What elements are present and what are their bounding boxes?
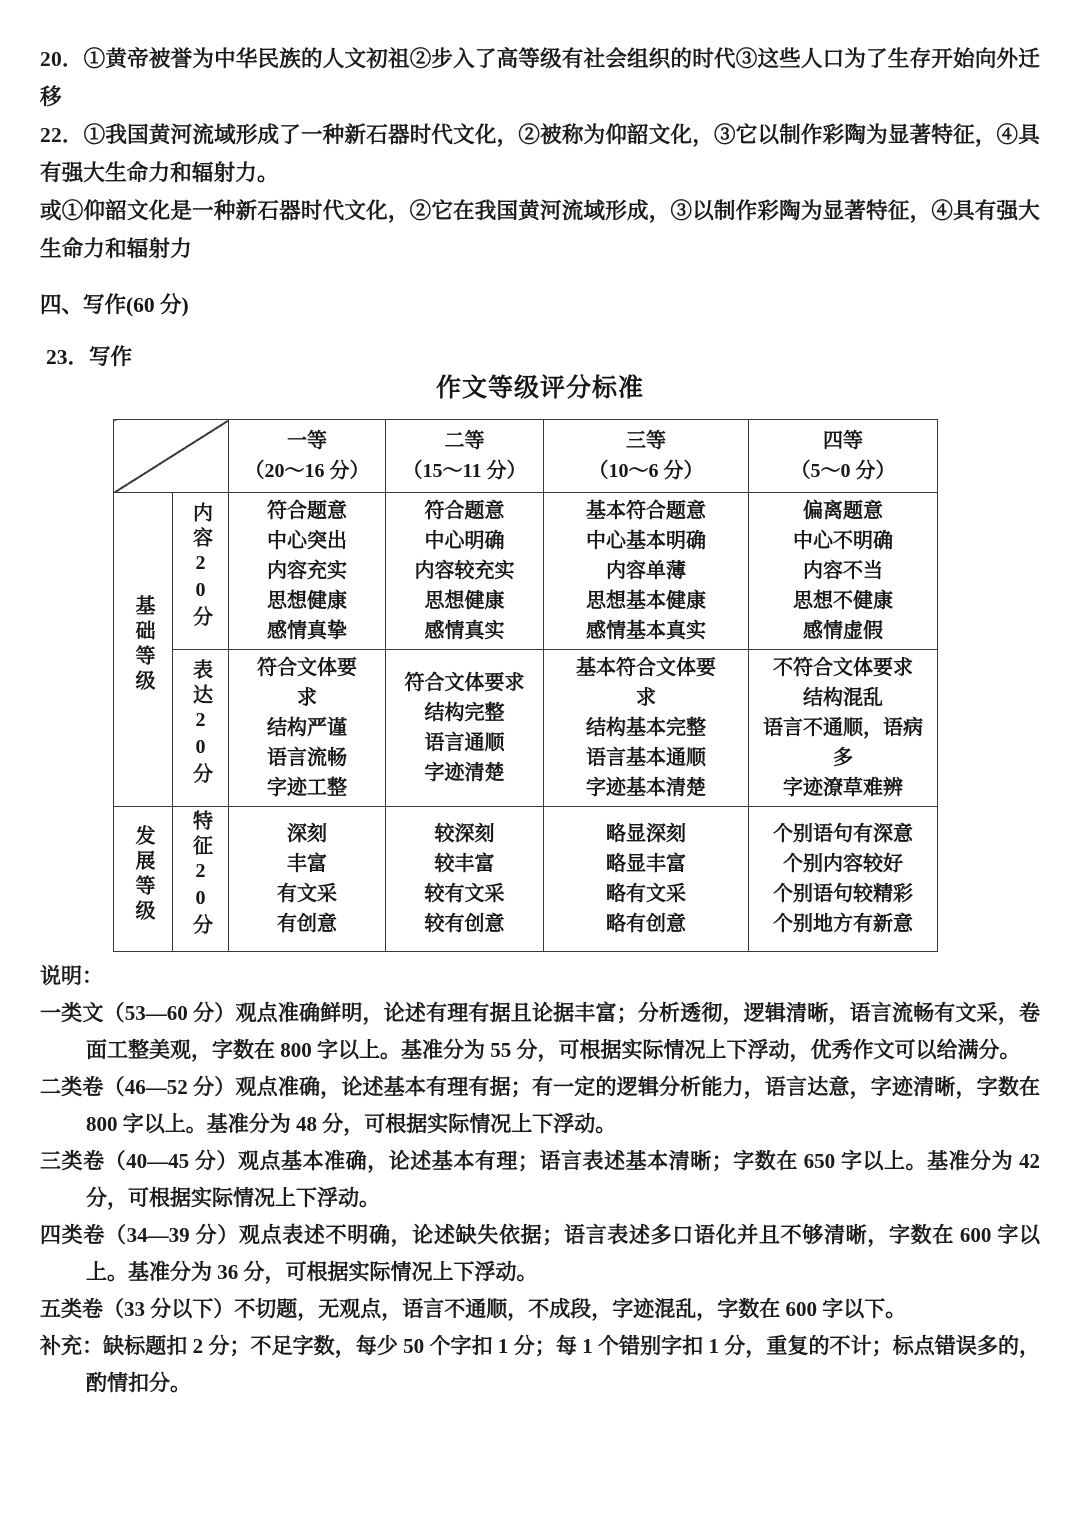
cell-feature-grade3: 略显深刻 略显丰富 略有文采 略有创意 [544,807,749,952]
grade-4-name: 四等 [823,430,863,452]
table-row [114,807,938,952]
explanation-paragraph-3: 三类卷（40—45 分）观点基本准确，论述基本有理；语言表述基本清晰；字数在 650 字以上。基准分为 42 分，可根据实际情况上下浮动。 [40,1149,1040,1210]
cell-feature-grade4: 个别语句有深意 个别内容较好 个别语句较精彩 个别地方有新意 [749,807,938,952]
table-row [114,650,938,807]
table-row [114,493,938,650]
answer-20-number: 20． [40,47,84,71]
cell-feature-grade2: 较深刻 较丰富 较有文采 较有创意 [386,807,544,952]
grade-2-name: 二等 [444,430,485,452]
section-heading: 四、写作(60 分) [40,293,189,317]
cell-expression-grade4: 不符合文体要求 结构混乱 语言不通顺，语病 多 字迹潦草难辨 [749,650,938,807]
explanation-paragraph-6: 补充：缺标题扣 2 分；不足字数，每少 50 个字扣 1 分；每 1 个错别字扣 1 分，重复的不计；标点错误多的，酌情扣分。 [40,1334,1040,1395]
group-label-development [114,807,173,952]
answer-22-number: 22． [40,123,84,147]
group-development-text: 发展等级 [132,824,154,925]
cell-expression-grade3: 基本符合文体要 求 结构基本完整 语言基本通顺 字迹基本清楚 [544,650,749,807]
cell-content-grade4: 偏离题意 中心不明确 内容不当 思想不健康 感情虚假 [749,493,938,650]
group-basic-text: 基础等级 [132,595,154,695]
cell-content-grade1: 符合题意 中心突出 内容充实 思想健康 感情真挚 [229,493,386,650]
grading-standard-table [113,419,938,952]
header-grade-2 [386,420,544,493]
header-grade-4 [749,420,938,493]
question-23: 23．写作 [46,345,133,369]
cell-content-grade3: 基本符合题意 中心基本明确 内容单薄 思想基本健康 感情基本真实 [544,493,749,650]
explanation-label: 说明： [40,964,103,988]
answer-20-text: ①黄帝被誉为中华民族的人文初祖②步入了高等级有社会组织的时代③这些人口为了生存开始向外迁移 [40,47,1040,109]
table-header-row [114,420,938,493]
aspect-label-content [173,493,229,650]
cell-content-grade2: 符合题意 中心明确 内容较充实 思想健康 感情真实 [386,493,544,650]
answer-22-text: ①我国黄河流域形成了一种新石器时代文化，②被称为仰韶文化，③它以制作彩陶为显著特征，④具有强大生命力和辐射力。 [40,123,1040,185]
explanation-paragraph-4: 四类卷（34—39 分）观点表述不明确，论述缺失依据；语言表述多口语化并且不够清晰，字数在 600 字以上。基准分为 36 分，可根据实际情况上下浮动。 [40,1223,1040,1284]
cell-expression-grade1: 符合文体要 求 结构严谨 语言流畅 字迹工整 [229,650,386,807]
table-title: 作文等级评分标准 [435,375,644,402]
aspect-content-text: 内容20分 [189,502,212,631]
answer-alt-line: 或①仰韶文化是一种新石器时代文化，②它在我国黄河流域形成，③以制作彩陶为显著特征，④具有强大生命力和辐射力 [40,199,1040,261]
grade-1-range: （20～16 分） [244,460,370,482]
aspect-feature-text: 特征20分 [189,810,212,939]
explanation-block [40,958,1040,1402]
group-label-basic [114,493,173,807]
grade-4-range: （5～0 分） [790,460,896,482]
cell-expression-grade2: 符合文体要求 结构完整 语言通顺 字迹清楚 [386,650,544,807]
answer-item-22 [40,116,1040,192]
explanation-paragraph-5: 五类卷（33 分以下）不切题，无观点，语言不通顺，不成段，字迹混乱，字数在 600 字以下。 [40,1297,907,1321]
answer-item-20 [40,40,1040,116]
explanation-paragraph-1: 一类文（53—60 分）观点准确鲜明，论述有理有据且论据丰富；分析透彻，逻辑清晰，语言流畅有文采，卷面工整美观，字数在 800 字以上。基准分为 55 分，可根据实际情况上下浮动，优秀作文可以给满分。 [40,1001,1040,1062]
header-grade-1 [229,420,386,493]
grade-1-name: 一等 [287,430,327,452]
aspect-label-expression [173,650,229,807]
explanation-paragraph-2: 二类卷（46—52 分）观点准确，论述基本有理有据；有一定的逻辑分析能力，语言达意，字迹清晰，字数在 800 字以上。基准分为 48 分，可根据实际情况上下浮动。 [40,1075,1040,1136]
diagonal-corner-cell [114,420,229,493]
answers-block [40,40,1040,376]
aspect-expression-text: 表达20分 [189,659,212,788]
header-grade-3 [544,420,749,493]
cell-feature-grade1: 深刻 丰富 有文采 有创意 [229,807,386,952]
grade-3-name: 三等 [626,430,666,452]
aspect-label-feature [173,807,229,952]
grade-2-range: （15～11 分） [402,460,527,482]
grade-3-range: （10～6 分） [588,460,704,482]
